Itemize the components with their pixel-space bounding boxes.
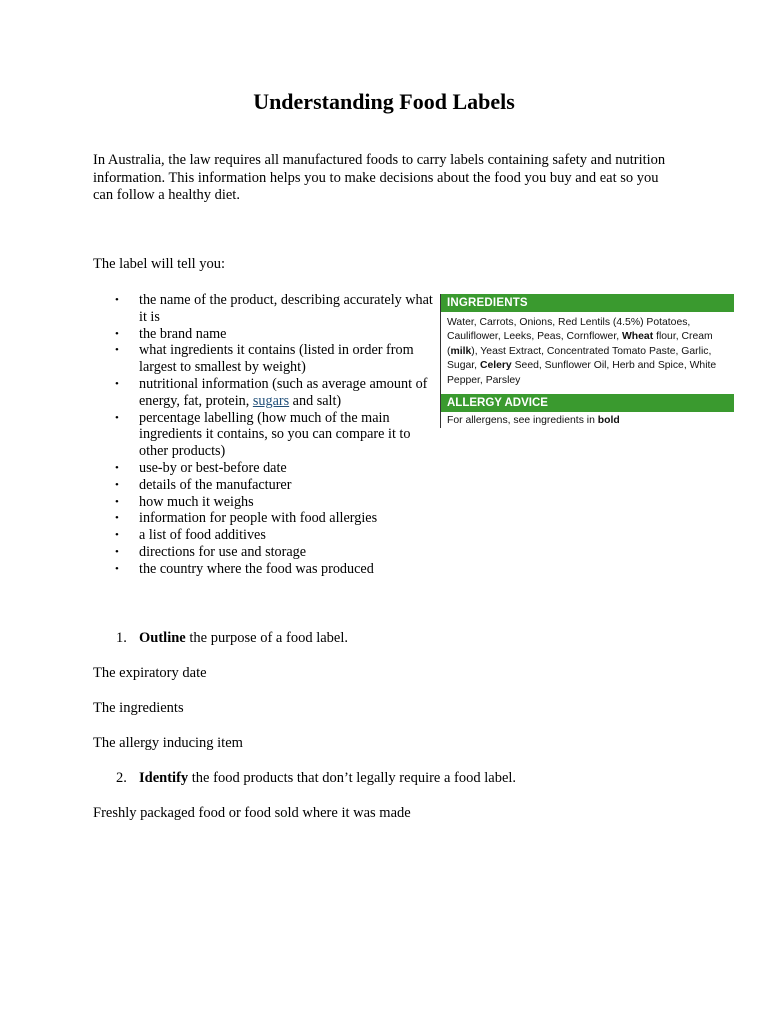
ingredients-label-image: [440, 294, 734, 428]
list-item: • the name of the product, describing accurately what it is: [115, 292, 433, 325]
list-item: • details of the manufacturer: [115, 476, 292, 493]
bullet-icon: •: [115, 529, 119, 542]
label-contents-list: [115, 292, 435, 578]
list-item: • the brand name: [115, 325, 227, 342]
ingredients-text: Water, Carrots, Onions, Red Lentils (4.5%) Potatoes, Cauliflower, Leeks, Peas, Cornflower, Wheat flour, Cream (milk), Yeast Extract, Concentrated Tomato Paste, Garlic, Sugar, Celery Seed, Sunflower Oil, Herb and Spice, White Pepper, Parsley: [447, 317, 717, 386]
answer-1c: The allergy inducing item: [93, 735, 243, 751]
bullet-icon: •: [115, 478, 119, 491]
list-item: • information for people with food allergies: [115, 510, 378, 527]
bullet-icon: •: [115, 562, 119, 575]
bullet-icon: •: [115, 495, 119, 508]
sugars-link[interactable]: sugars: [252, 392, 290, 409]
list-lead-text: The label will tell you:: [93, 256, 226, 272]
answer-1a: The expiratory date: [93, 665, 207, 681]
allergy-advice-heading: ALLERGY ADVICE: [441, 394, 734, 412]
bullet-icon: •: [115, 327, 119, 340]
bullet-icon: •: [115, 461, 119, 474]
list-item: • a list of food additives: [115, 527, 266, 544]
page-title: Understanding Food Labels: [253, 89, 515, 114]
question-2: 2. Identify the food products that don’t legally require a food label.: [116, 770, 517, 786]
question-1: 1. Outline the purpose of a food label.: [116, 630, 349, 646]
list-item: • directions for use and storage: [115, 543, 307, 560]
bullet-icon: •: [115, 512, 119, 525]
bullet-icon: •: [115, 377, 119, 390]
list-item: • nutritional information (such as average amount of energy, fat, protein, sugars and salt): [115, 375, 428, 409]
bullet-icon: •: [115, 545, 119, 558]
ingredients-heading: INGREDIENTS: [441, 294, 734, 312]
answer-2: Freshly packaged food or food sold where it was made: [93, 805, 411, 821]
list-item: • use-by or best-before date: [115, 459, 287, 476]
list-item: • how much it weighs: [115, 493, 254, 510]
list-item: • percentage labelling (how much of the main ingredients it contains, so you can compare it to other products): [115, 409, 411, 460]
bullet-icon: •: [115, 294, 119, 306]
bullet-icon: •: [115, 344, 119, 357]
answer-1b: The ingredients: [93, 700, 184, 716]
bullet-icon: •: [115, 411, 119, 424]
list-item: • the country where the food was produced: [115, 560, 374, 577]
allergy-advice-text: For allergens, see ingredients in bold: [447, 415, 620, 427]
intro-paragraph: In Australia, the law requires all manufactured foods to carry labels containing safety and nutrition information. This information helps you to make decisions about the food you buy and eat so you can follow a healthy diet.: [93, 152, 666, 203]
list-item: • what ingredients it contains (listed in order from largest to smallest by weight): [115, 342, 414, 376]
